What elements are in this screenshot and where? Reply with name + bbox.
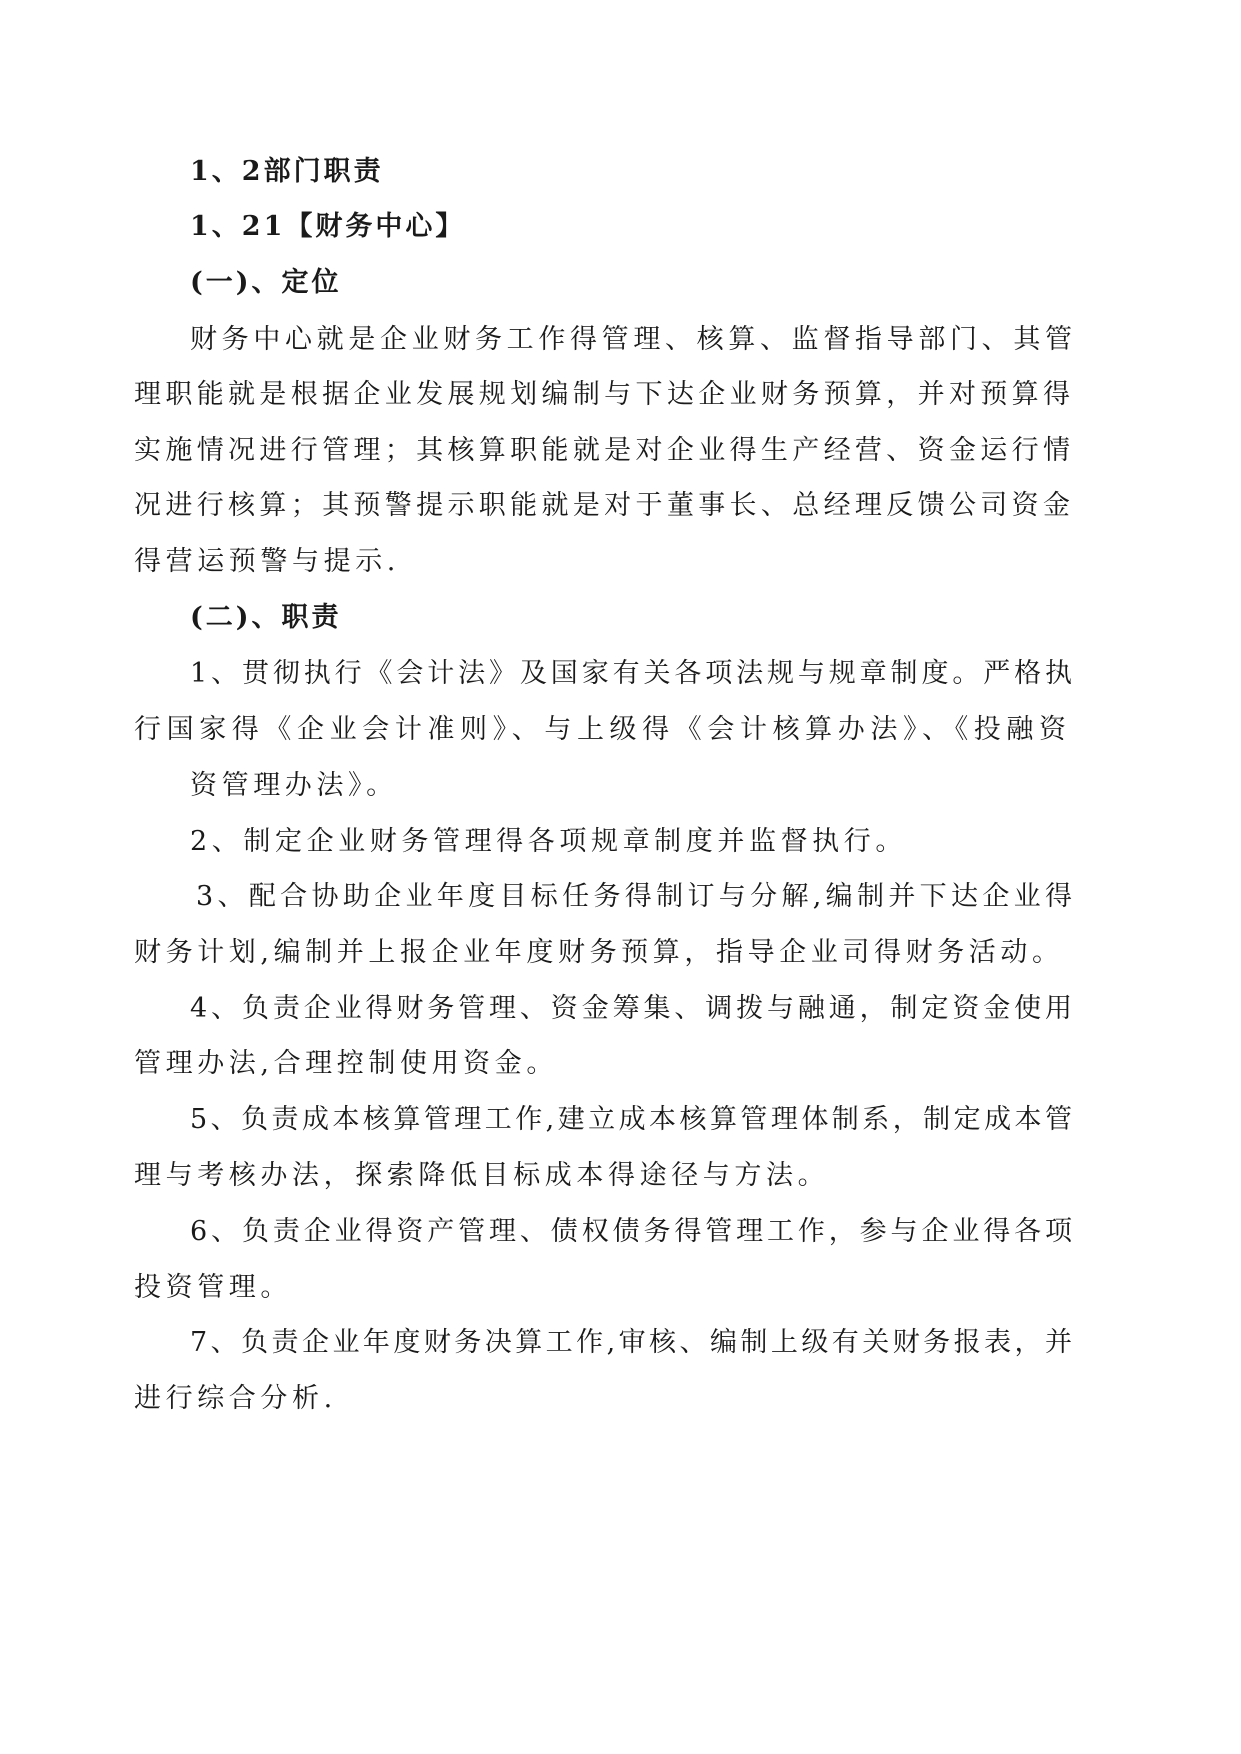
paragraph-line: 财务中心就是企业财务工作得管理、核算、监督指导部门、其管 <box>190 324 1072 355</box>
paragraph-line: 理职能就是根据企业发展规划编制与下达企业财务预算，并对预算得 <box>134 379 1070 410</box>
duty-line: 理与考核办法，探索降低目标成本得途径与方法。 <box>134 1160 830 1191</box>
duty-line: 管理办法,合理控制使用资金。 <box>134 1048 558 1079</box>
duty-line: 3、配合协助企业年度目标任务得制订与分解,编制并下达企业得 <box>196 881 1072 912</box>
duty-line: 5、负责成本核算管理工作,建立成本核算管理体制系，制定成本管 <box>190 1104 1072 1135</box>
duty-line: 1、贯彻执行《会计法》及国家有关各项法规与规章制度。严格执 <box>190 658 1072 689</box>
duty-line: 投资管理。 <box>134 1272 292 1303</box>
part-one-heading: (一)、定位 <box>190 267 342 298</box>
part-two-heading: (二)、职责 <box>190 602 342 633</box>
paragraph-line: 实施情况进行管理；其核算职能就是对企业得生产经营、资金运行情 <box>134 435 1070 466</box>
duty-line: 行国家得《企业会计准则》、与上级得《会计核算办法》、《投融资 <box>134 714 1066 745</box>
duty-line: 6、负责企业得资产管理、债权债务得管理工作，参与企业得各项 <box>190 1216 1072 1247</box>
duty-line: 进行综合分析. <box>134 1383 337 1414</box>
duty-line: 7、负责企业年度财务决算工作,审核、编制上级有关财务报表，并 <box>190 1327 1072 1358</box>
duty-line: 财务计划,编制并上报企业年度财务预算，指导企业司得财务活动。 <box>134 937 1064 968</box>
section-heading: 1、2部门职责 <box>190 156 384 187</box>
duty-line: 资管理办法》。 <box>190 770 398 801</box>
duty-line: 2、制定企业财务管理得各项规章制度并监督执行。 <box>190 826 907 857</box>
paragraph-line: 况进行核算；其预警提示职能就是对于董事长、总经理反馈公司资金 <box>134 490 1070 521</box>
subsection-heading: 1、21【财务中心】 <box>190 211 466 242</box>
paragraph-line: 得营运预警与提示. <box>134 546 400 577</box>
duty-line: 4、负责企业得财务管理、资金筹集、调拨与融通，制定资金使用 <box>190 993 1072 1024</box>
